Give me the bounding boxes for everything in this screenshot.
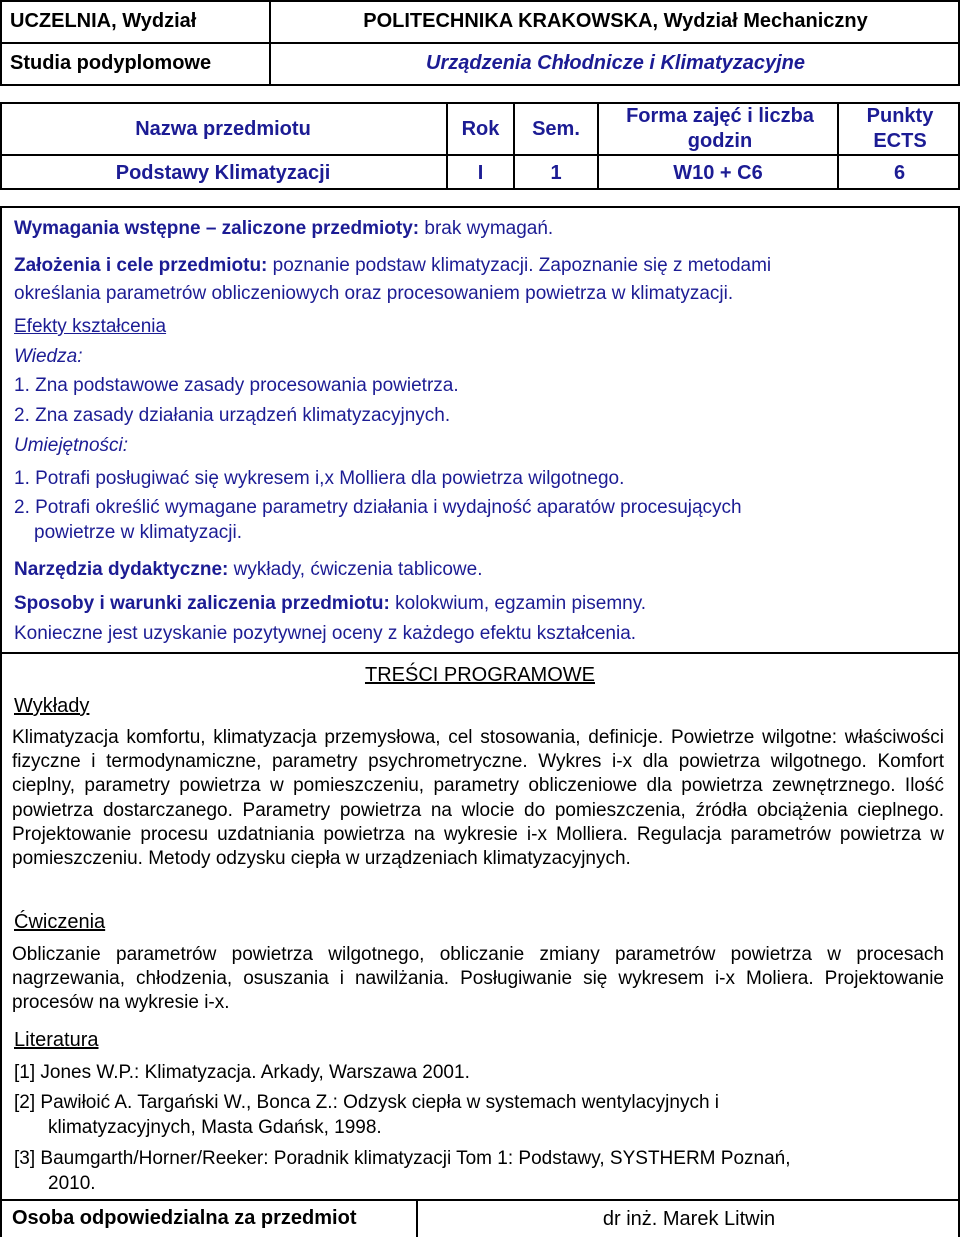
skill-item-cont: powietrze w klimatyzacji. xyxy=(34,522,242,543)
study-value: Urządzenia Chłodnicze i Klimatyzacyjne xyxy=(426,52,805,74)
header-hline xyxy=(0,42,960,44)
reference: [1] Jones W.P.: Klimatyzacja. Arkady, Warszawa 2001. xyxy=(14,1062,470,1083)
lectures-label xyxy=(14,694,89,718)
exercises-label xyxy=(14,910,105,934)
reference: [3] Baumgarth/Horner/Reeker: Poradnik klimatyzacji Tom 1: Podstawy, SYSTHERM Poznań, xyxy=(14,1148,791,1169)
prereq-value: brak wymagań. xyxy=(419,218,554,239)
td-year: I xyxy=(477,162,484,184)
goals-line2: określania parametrów obliczeniowych oraz procesowaniem powietrza w klimatyzacji. xyxy=(14,283,734,304)
lectures-label-text: Wykłady xyxy=(14,695,90,717)
td-sem: 1 xyxy=(550,162,562,184)
tools-value: wykłady, ćwiczenia tablicowe. xyxy=(228,559,483,580)
exercises-text: Obliczanie parametrów powietrza wilgotnego, obliczanie zmiany parametrów powietrza w procesach nagrzewania, chłodzenia, osuszania i nawilżania. Posługiwanie się wykresem i-x Moliera. Projektowanie procesów na wykresie i-x. xyxy=(12,944,944,1014)
skill-item: 1. Potrafi posługiwać się wykresem i,x Molliera dla powietrza wilgotnego. xyxy=(14,468,625,489)
th-course-name: Nazwa przedmiotu xyxy=(135,118,311,140)
reference-cont: 2010. xyxy=(48,1173,96,1194)
td-course-name: Podstawy Klimatyzacji xyxy=(115,162,331,184)
program-title xyxy=(0,664,960,687)
uni-value: POLITECHNIKA KRAKOWSKA, Wydział Mechaniczny xyxy=(363,10,868,32)
assessment-note: Konieczne jest uzyskanie pozytywnej oceny z każdego efektu kształcenia. xyxy=(14,623,637,644)
skills-label: Umiejętności: xyxy=(14,435,129,456)
th-form: Forma zajęć i liczba godzin xyxy=(626,105,814,152)
uni-label: UCZELNIA, Wydział xyxy=(10,10,197,32)
goals-label: Założenia i cele przedmiotu: xyxy=(14,255,268,276)
literature-label-text: Literatura xyxy=(14,1029,99,1051)
th-year: Rok xyxy=(461,118,500,140)
tools xyxy=(14,558,483,582)
study-label: Studia podyplomowe xyxy=(10,52,212,74)
th-ects: Punkty ECTS xyxy=(866,105,934,152)
footer-value: dr inż. Marek Litwin xyxy=(602,1208,776,1230)
program-title-text: TREŚCI PROGRAMOWE xyxy=(364,664,595,686)
reference: [2] Pawiłoić A. Targański W., Bonca Z.: Odzysk ciepła w systemach wentylacyjnych i xyxy=(14,1092,720,1113)
footer-label: Osoba odpowiedzialna za przedmiot xyxy=(12,1207,357,1229)
reference-cont: klimatyzacyjnych, Masta Gdańsk, 1998. xyxy=(48,1117,382,1138)
assessment-value: kolokwium, egzamin pisemny. xyxy=(389,593,647,614)
prereq xyxy=(14,217,553,241)
tools-label: Narzędzia dydaktyczne: xyxy=(14,559,229,580)
knowledge-item: 1. Zna podstawowe zasady procesowania powietrza. xyxy=(14,375,459,396)
footer-top xyxy=(0,1199,960,1201)
literature-label xyxy=(14,1028,99,1052)
outcomes-title-text: Efekty kształcenia xyxy=(14,316,167,337)
goals-text1: poznanie podstaw klimatyzacji. Zapoznanie się z metodami xyxy=(267,255,772,276)
knowledge-label: Wiedza: xyxy=(14,346,83,367)
goals-line1 xyxy=(14,254,771,278)
knowledge-item: 2. Zna zasady działania urządzeń klimatyzacyjnych. xyxy=(14,405,451,426)
td-form: W10 + C6 xyxy=(673,162,763,184)
skill-item: 2. Potrafi określić wymagane parametry działania i wydajność aparatów procesujących xyxy=(14,497,742,518)
exercises-label-text: Ćwiczenia xyxy=(14,911,106,933)
lectures-text: Klimatyzacja komfortu, klimatyzacja przemysłowa, cel stosowania, definicje. Powietrze wilgotne: właściwości fizyczne i termodynamiczne, parametry psychrometryczne. Wykres i-x dla powietrza wilgotnego. Komfort cieplny, parametry powietrza w pomieszczeniu, parametry obliczeniowe dla powietrza zewnętrznego. Ilość powietrza dostarczanego. Parametry powietrza na wlocie do pomieszczenia, źródła obciążenia cieplnego. Projektowanie procesu uzdatniania powietrza na wykresie i-x Molliera. Regulacja parametrów powietrza w pomieszczeniu. Metody odzysku ciepła w urządzeniach klimatyzacyjnych. xyxy=(12,727,944,870)
prereq-label: Wymagania wstępne – zaliczone przedmioty: xyxy=(14,218,420,239)
section-divider xyxy=(0,652,960,654)
assessment-label: Sposoby i warunki zaliczenia przedmiotu: xyxy=(14,593,390,614)
td-ects: 6 xyxy=(893,162,906,184)
outcomes-title xyxy=(14,315,166,339)
assessment xyxy=(14,592,646,616)
th-sem: Sem. xyxy=(532,118,580,140)
